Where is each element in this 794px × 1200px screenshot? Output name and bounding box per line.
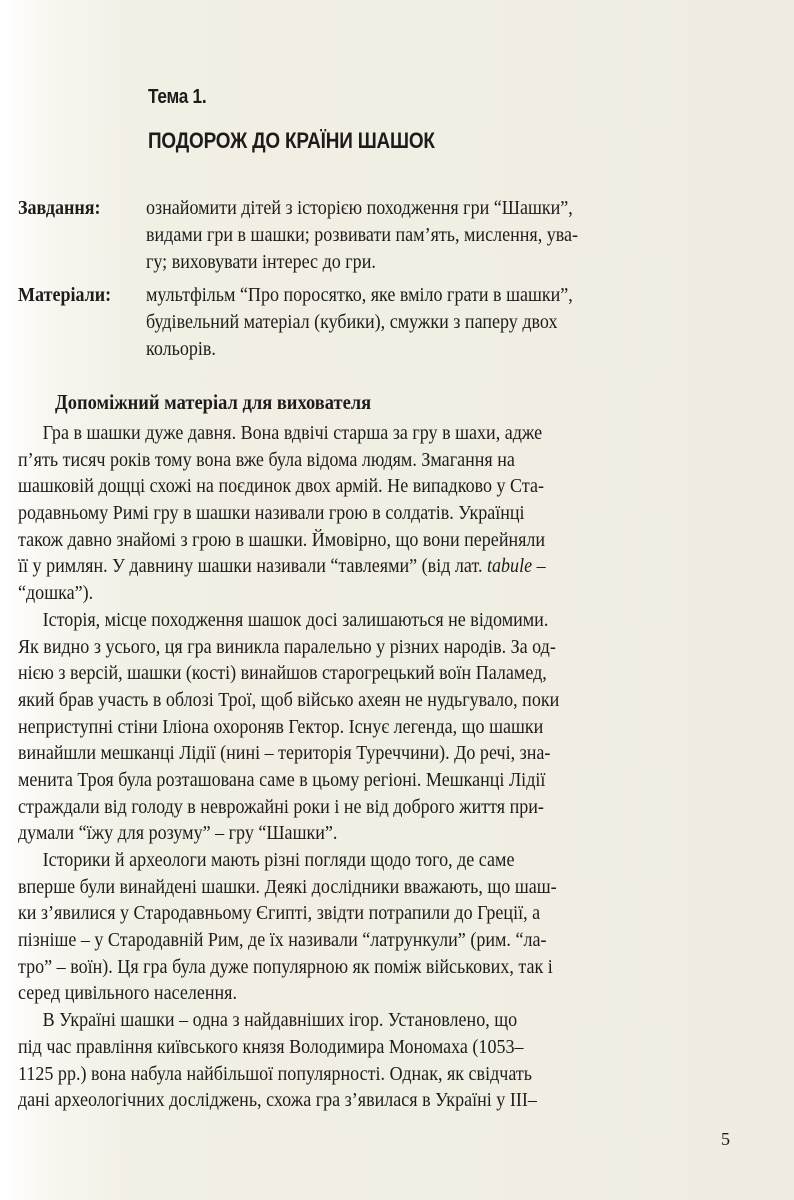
body-line: ки з’явилися у Стародавньому Єгипті, звідти потрапили до Греції, а: [18, 902, 541, 925]
task-line: ознайомити дітей з історією походження гри “Шашки”,: [146, 197, 573, 219]
body-line: вперше були винайдені шашки. Деякі дослідники вважають, що шаш-: [18, 875, 557, 898]
body-line: дані археологічних досліджень, схожа гра з’явилася в Україні у ІІІ–: [18, 1089, 537, 1112]
body-line: п’ять тисяч років тому вона вже була відома людям. Змагання на: [18, 448, 515, 471]
paragraph-first-line: В Україні шашки – одна з найдавніших ігор. Установлено, що: [42, 1009, 518, 1032]
materials-line: мультфільм “Про поросятко, яке вміло грати в шашки”,: [146, 284, 573, 306]
paragraph-first-line: Гра в шашки дуже давня. Вона вдвічі старша за гру в шахи, адже: [42, 422, 543, 444]
body-line: шашковій дощці схожі на поєдинок двох армій. Не випадково у Ста-: [18, 475, 544, 498]
body-line: менита Троя була розташована саме в цьому регіоні. Мешканці Лідії: [18, 768, 546, 791]
body-line: нією з версій, шашки (кості) винайшов старогрецький воїн Паламед,: [18, 662, 547, 685]
body-line: винайшли мешканці Лідії (нині – територія Туреччини). До речі, зна-: [18, 742, 551, 765]
task-text: [146, 195, 667, 276]
body-line: під час правління київського князя Володимира Мономаха (1053–: [18, 1035, 524, 1058]
body-line: також давно знайомі з грою в шашки. Ймовірно, що вони перейняли: [18, 528, 546, 551]
task-line: гу; виховувати інтерес до гри.: [146, 251, 376, 273]
topic-label: Тема 1.: [148, 86, 207, 108]
page-number: 5: [721, 1129, 730, 1149]
section-subheading: Допоміжний матеріал для вихователя: [55, 390, 372, 414]
body-line: тро” – воїн). Ця гра була дуже популярною як поміж військових, так і: [18, 955, 553, 978]
task-label: Завдання:: [18, 197, 101, 219]
body-text: [18, 420, 738, 1114]
materials-line: кольорів.: [146, 338, 216, 360]
paragraph-first-line: Історія, місце походження шашок досі залишаються не відомими.: [42, 608, 549, 631]
body-line: серед цивільного населення.: [18, 982, 237, 1005]
body-line: Як видно з усього, ця гра виникла паралельно у різних народів. За од-: [18, 635, 556, 658]
body-line: який брав участь в облозі Трої, щоб військо ахеян не нудьгувало, поки: [18, 688, 560, 711]
materials-line: будівельний матеріал (кубики), смужки з паперу двох: [146, 311, 558, 333]
body-line: пізніше – у Стародавній Рим, де їх називали “латрункули” (рим. “ла-: [18, 929, 547, 952]
body-line: страждали від голоду в неврожайні роки і не від доброго життя при-: [18, 795, 544, 818]
page-title: ПОДОРОЖ ДО КРАЇНИ ШАШОК: [148, 128, 435, 153]
latin-term: tabule: [486, 555, 533, 578]
materials-label: Матеріали:: [18, 284, 112, 306]
body-line: неприступні стіни Іліона охороняв Гектор. Існує легенда, що шашки: [18, 715, 544, 738]
body-line: думали “їжу для розуму” – гру “Шашки”.: [18, 822, 338, 845]
body-line: 1125 рр.) вона набула найбільшої популярності. Однак, як свідчать: [18, 1062, 533, 1085]
paragraph-first-line: Історики й археологи мають різні погляди щодо того, де саме: [42, 849, 515, 871]
body-line: “дошка”).: [18, 582, 94, 605]
body-line: її у римлян. У давнину шашки називали “тавлеями” (від лат. tabule –: [18, 555, 546, 578]
task-line: видами гри в шашки; розвивати пам’ять, мислення, ува-: [146, 224, 579, 246]
body-line: родавньому Римі гру в шашки називали грою в солдатів. Українці: [18, 502, 525, 525]
materials-text: [146, 282, 667, 363]
